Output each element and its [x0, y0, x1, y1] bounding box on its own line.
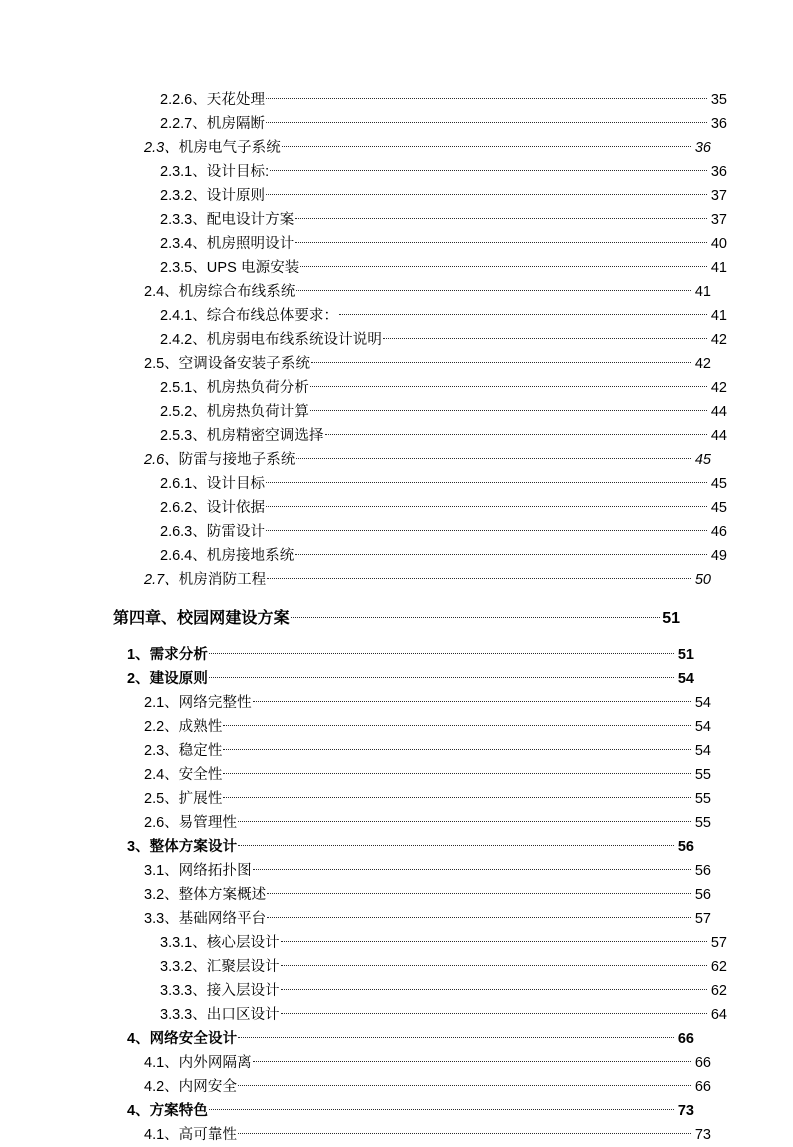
toc-page-number: 55: [694, 815, 711, 831]
toc-entry-label: [144, 691, 252, 715]
toc-entry[interactable]: [113, 787, 711, 811]
toc-entry-number: 2.2.7、: [160, 116, 207, 132]
toc-entry-title: 安全性: [178, 767, 223, 783]
toc-entry[interactable]: [113, 256, 727, 280]
toc-entry-title: 内外网隔离: [178, 1055, 252, 1071]
toc-entry-label: [160, 400, 309, 424]
toc-dot-leader: [310, 376, 707, 392]
toc-dot-leader: [270, 160, 707, 176]
toc-entry[interactable]: [113, 1075, 711, 1099]
toc-page-number: 49: [710, 548, 727, 564]
toc-entry-title: 稳定性: [178, 743, 223, 759]
toc-entry-label: [144, 1123, 237, 1147]
toc-entry-label: [160, 184, 265, 208]
toc-entry-number: 3.1、: [144, 863, 179, 879]
toc-page-number: 45: [710, 476, 727, 492]
toc-page-number: 41: [694, 284, 711, 300]
toc-entry-number: 3、: [127, 839, 150, 855]
toc-dot-leader: [267, 883, 691, 899]
toc-page-number: 54: [694, 719, 711, 735]
toc-entry-title: 设计目标: [206, 476, 266, 492]
toc-entry[interactable]: [113, 88, 727, 112]
toc-page-number: 64: [710, 1007, 727, 1023]
toc-entry-number: 2.6.3、: [160, 524, 207, 540]
toc-page-number: 50: [694, 572, 711, 588]
toc-entry-label: [144, 448, 295, 472]
toc-entry[interactable]: [113, 328, 727, 352]
toc-entry-number: 2.1、: [144, 695, 179, 711]
toc-page-number: 56: [694, 863, 711, 879]
toc-entry-title: 机房照明设计: [206, 236, 295, 252]
toc-entry[interactable]: [113, 1027, 694, 1051]
toc-entry-label: [160, 1003, 280, 1027]
toc-page-number: 51: [677, 647, 694, 663]
toc-entry[interactable]: [113, 448, 711, 472]
toc-entry-label: [144, 1075, 237, 1099]
toc-entry-title: 整体方案设计: [149, 839, 238, 855]
toc-entry-label: [127, 1027, 237, 1051]
toc-dot-leader: [295, 208, 707, 224]
toc-entry-label: [160, 376, 309, 400]
toc-entry[interactable]: [113, 691, 711, 715]
toc-page-number: 57: [694, 911, 711, 927]
toc-dot-leader: [383, 328, 707, 344]
toc-page-number: 56: [677, 839, 694, 855]
toc-entry-label: [160, 424, 324, 448]
toc-entry-title: 防雷设计: [206, 524, 266, 540]
toc-entry-label: [144, 1051, 252, 1075]
toc-entry[interactable]: [113, 835, 694, 859]
toc-entry-label: [113, 604, 290, 634]
toc-entry-title: 设计依据: [206, 500, 266, 516]
toc-entry-label: [144, 811, 237, 835]
toc-page-number: 57: [710, 935, 727, 951]
toc-entry-label: [144, 859, 252, 883]
toc-entry-title: 设计原则: [206, 188, 266, 204]
toc-entry-label: [144, 763, 222, 787]
toc-entry[interactable]: [113, 472, 727, 496]
toc-dot-leader: [281, 955, 707, 971]
toc-entry-title: 空调设备安装子系统: [178, 356, 311, 372]
toc-dot-leader: [296, 280, 691, 296]
toc-entry-number: 2.4、: [144, 767, 179, 783]
toc-page-number: 54: [677, 671, 694, 687]
toc-entry[interactable]: [113, 1051, 711, 1075]
toc-entry[interactable]: [113, 859, 711, 883]
toc-page-number: 62: [710, 959, 727, 975]
toc-entry-title: 网络安全设计: [149, 1031, 238, 1047]
toc-dot-leader: [295, 232, 707, 248]
toc-dot-leader: [238, 811, 691, 827]
toc-dot-leader: [267, 568, 691, 584]
toc-entry-title: 基础网络平台: [178, 911, 267, 927]
toc-page-number: 73: [677, 1103, 694, 1119]
toc-page-number: 41: [710, 260, 727, 276]
toc-entry-number: 4、: [127, 1103, 150, 1119]
toc-entry-title: 天花处理: [206, 92, 266, 108]
toc-dot-leader: [209, 643, 674, 659]
toc-dot-leader: [296, 448, 691, 464]
toc-dot-leader: [238, 1075, 691, 1091]
toc-entry-number: 第四章、: [113, 610, 178, 627]
toc-page-number: 62: [710, 983, 727, 999]
toc-entry-label: [144, 352, 310, 376]
toc-entry-number: 2.5、: [144, 791, 179, 807]
toc-entry[interactable]: [113, 184, 727, 208]
toc-entry-number: 3.3.3、: [160, 1007, 207, 1023]
toc-entry-number: 3.2、: [144, 887, 179, 903]
toc-entry[interactable]: [113, 955, 727, 979]
toc-entry-title: 扩展性: [178, 791, 223, 807]
toc-entry-label: [127, 1099, 208, 1123]
toc-entry[interactable]: [113, 568, 711, 592]
toc-entry-title: 整体方案概述: [178, 887, 267, 903]
toc-entry-label: [160, 520, 265, 544]
toc-entry-number: 3.3.3、: [160, 983, 207, 999]
toc-page-number: 42: [710, 380, 727, 396]
toc-page-number: 55: [694, 767, 711, 783]
toc-entry-number: 2.6、: [144, 452, 179, 468]
toc-entry-title: 机房热负荷分析: [206, 380, 309, 396]
toc-entry-label: [160, 208, 294, 232]
toc-page-number: 41: [710, 308, 727, 324]
toc-entry-number: 2、: [127, 671, 150, 687]
toc-entry-label: [144, 907, 266, 931]
toc-entry-number: 2.2、: [144, 719, 179, 735]
toc-page-number: 45: [710, 500, 727, 516]
toc-entry-number: 2.5.3、: [160, 428, 207, 444]
toc-entry[interactable]: [113, 907, 711, 931]
toc-dot-leader: [339, 304, 707, 320]
toc-entry-number: 2.3、: [144, 743, 179, 759]
toc-entry-number: 2.3.5、: [160, 260, 207, 276]
toc-dot-leader: [253, 1051, 691, 1067]
toc-entry-number: 3.3、: [144, 911, 179, 927]
toc-entry[interactable]: [113, 883, 711, 907]
toc-entry-title: 内网安全: [178, 1079, 238, 1095]
toc-entry-title: 需求分析: [149, 647, 208, 663]
toc-entry[interactable]: [113, 715, 711, 739]
toc-entry-label: [127, 643, 208, 667]
toc-entry-label: [144, 883, 266, 907]
toc-entry-number: 2.7、: [144, 572, 179, 588]
toc-dot-leader: [238, 1027, 674, 1043]
toc-entry[interactable]: [113, 604, 680, 634]
toc-page-number: 36: [710, 116, 727, 132]
toc-entry-label: [144, 715, 222, 739]
toc-entry-number: 2.2.6、: [160, 92, 207, 108]
toc-entry-label: [160, 256, 299, 280]
toc-entry-number: 4.1、: [144, 1055, 179, 1071]
toc-entry-title: 成熟性: [178, 719, 223, 735]
toc-entry-label: [160, 160, 269, 184]
toc-entry-title: 易管理性: [178, 815, 238, 831]
toc-entry-title: 配电设计方案: [206, 212, 295, 228]
toc-page-number: 54: [694, 695, 711, 711]
toc-entry[interactable]: [113, 496, 727, 520]
toc-dot-leader: [266, 112, 707, 128]
toc-page-number: 73: [694, 1127, 711, 1143]
toc-entry-number: 2.3.4、: [160, 236, 207, 252]
toc-dot-leader: [267, 907, 691, 923]
toc-page-number: 44: [710, 404, 727, 420]
toc-entry-title: 综合布线总体要求：: [206, 308, 339, 324]
toc-entry-label: [160, 931, 280, 955]
toc-entry-title: 出口区设计: [206, 1007, 280, 1023]
toc-dot-leader: [223, 739, 691, 755]
toc-entry[interactable]: [113, 1099, 694, 1123]
toc-entry-number: 2.3.1、: [160, 164, 207, 180]
toc-entry[interactable]: [113, 643, 694, 667]
toc-dot-leader: [282, 136, 691, 152]
toc-entry-label: [160, 88, 265, 112]
toc-entry-title: 核心层设计: [206, 935, 280, 951]
toc-entry[interactable]: [113, 763, 711, 787]
toc-entry-number: 4.2、: [144, 1079, 179, 1095]
toc-entry[interactable]: [113, 208, 727, 232]
toc-entry[interactable]: [113, 667, 694, 691]
toc-entry-label: [160, 472, 265, 496]
toc-entry[interactable]: [113, 304, 727, 328]
toc-entry-title: 机房接地系统: [206, 548, 295, 564]
toc-entry-label: [160, 544, 294, 568]
toc-entry-label: [127, 667, 208, 691]
toc-page-number: 40: [710, 236, 727, 252]
toc-entry[interactable]: [113, 1003, 727, 1027]
toc-dot-leader: [266, 520, 707, 536]
toc-entry-number: 2.5.1、: [160, 380, 207, 396]
toc-dot-leader: [310, 400, 707, 416]
toc-entry[interactable]: [113, 136, 711, 160]
toc-page-number: 66: [677, 1031, 694, 1047]
toc-entry-title: 机房电气子系统: [178, 140, 281, 156]
toc-dot-leader: [253, 859, 691, 875]
toc-entry-number: 1、: [127, 647, 150, 663]
toc-page-number: 37: [710, 188, 727, 204]
toc-entry[interactable]: [113, 376, 727, 400]
toc-entry-number: 2.6.4、: [160, 548, 207, 564]
toc-entry-number: 2.6、: [144, 815, 179, 831]
toc-entry[interactable]: [113, 112, 727, 136]
toc-entry-label: [160, 232, 294, 256]
toc-dot-leader: [223, 715, 691, 731]
toc-entry-title: 接入层设计: [206, 983, 280, 999]
toc-entry-title: 设计目标:: [206, 164, 270, 180]
toc-page-number: 54: [694, 743, 711, 759]
toc-dot-leader: [223, 763, 691, 779]
toc-page-number: 36: [694, 140, 711, 156]
toc-entry-label: [160, 304, 338, 328]
toc-entry-label: [160, 955, 280, 979]
toc-page-number: 46: [710, 524, 727, 540]
toc-dot-leader: [281, 979, 707, 995]
toc-page-number: 66: [694, 1079, 711, 1095]
toc-page-number: 36: [710, 164, 727, 180]
toc-entry-number: 2.6.1、: [160, 476, 207, 492]
toc-dot-leader: [266, 184, 707, 200]
toc-entry[interactable]: [113, 739, 711, 763]
toc-page-number: 66: [694, 1055, 711, 1071]
toc-entry-label: [160, 112, 265, 136]
toc-entry-number: 2.5.2、: [160, 404, 207, 420]
toc-page-number: 55: [694, 791, 711, 807]
toc-entry-title: UPS 电源安装: [206, 260, 300, 276]
toc-dot-leader: [281, 931, 707, 947]
toc-page-number: 42: [694, 356, 711, 372]
toc-dot-leader: [300, 256, 707, 272]
toc-entry[interactable]: [113, 232, 727, 256]
toc-entry[interactable]: [113, 424, 727, 448]
toc-entry-title: 机房热负荷计算: [206, 404, 309, 420]
toc-entry-title: 高可靠性: [178, 1127, 238, 1143]
toc-entry-title: 防雷与接地子系统: [178, 452, 296, 468]
toc-entry-label: [144, 787, 222, 811]
toc-entry-number: 2.3、: [144, 140, 179, 156]
toc-dot-leader: [266, 88, 707, 104]
toc-entry-title: 建设原则: [149, 671, 208, 687]
toc-entry[interactable]: [113, 979, 727, 1003]
toc-entry[interactable]: [113, 1123, 711, 1147]
toc-page-number: 51: [662, 610, 680, 627]
toc-entry-title: 机房消防工程: [178, 572, 267, 588]
toc-entry-label: [144, 136, 281, 160]
toc-entry[interactable]: [113, 160, 727, 184]
toc-entry-number: 2.6.2、: [160, 500, 207, 516]
toc-entry-number: 3.3.1、: [160, 935, 207, 951]
toc-page-number: 37: [710, 212, 727, 228]
toc-dot-leader: [209, 1099, 674, 1115]
toc-entry-title: 机房弱电布线系统设计说明: [206, 332, 382, 348]
toc-dot-leader: [253, 691, 691, 707]
toc-dot-leader: [281, 1003, 707, 1019]
toc-entry[interactable]: [113, 544, 727, 568]
toc-entry-label: [144, 739, 222, 763]
toc-entry[interactable]: [113, 352, 711, 376]
toc-entry[interactable]: [113, 931, 727, 955]
toc-entry-title: 方案特色: [149, 1103, 208, 1119]
toc-entry-title: 机房综合布线系统: [178, 284, 296, 300]
toc-dot-leader: [266, 472, 707, 488]
toc-entry-number: 2.3.2、: [160, 188, 207, 204]
toc-dot-leader: [238, 835, 674, 851]
toc-entry-number: 2.3.3、: [160, 212, 207, 228]
toc-dot-leader: [291, 607, 660, 623]
toc-dot-leader: [209, 667, 674, 683]
toc-entry[interactable]: [113, 811, 711, 835]
toc-entry-number: 4、: [127, 1031, 150, 1047]
toc-entry-number: 4.1、: [144, 1127, 179, 1143]
toc-entry-title: 机房精密空调选择: [206, 428, 324, 444]
toc-entry-title: 网络完整性: [178, 695, 252, 711]
toc-dot-leader: [295, 544, 707, 560]
toc-entry-number: 2.4.2、: [160, 332, 207, 348]
toc-entry-title: 机房隔断: [206, 116, 266, 132]
toc-entry-label: [144, 568, 266, 592]
toc-entry-label: [144, 280, 295, 304]
toc-entry-label: [160, 979, 280, 1003]
toc-entry-number: 2.4、: [144, 284, 179, 300]
toc-entry-title: 校园网建设方案: [177, 610, 290, 627]
toc-page-number: 44: [710, 428, 727, 444]
toc-page-number: 45: [694, 452, 711, 468]
toc-page-number: 35: [710, 92, 727, 108]
toc-entry-title: 网络拓扑图: [178, 863, 252, 879]
toc-entry[interactable]: [113, 280, 711, 304]
toc-entry-title: 汇聚层设计: [206, 959, 280, 975]
toc-entry-number: 3.3.2、: [160, 959, 207, 975]
toc-dot-leader: [266, 496, 707, 512]
toc-dot-leader: [238, 1123, 691, 1139]
toc-dot-leader: [223, 787, 691, 803]
toc-dot-leader: [325, 424, 707, 440]
toc-entry[interactable]: [113, 520, 727, 544]
toc-page-number: 42: [710, 332, 727, 348]
toc-entry-label: [160, 496, 265, 520]
toc-entry-number: 2.4.1、: [160, 308, 207, 324]
toc-dot-leader: [311, 352, 691, 368]
table-of-contents: [113, 88, 727, 1147]
toc-entry-label: [127, 835, 237, 859]
toc-page-number: 56: [694, 887, 711, 903]
toc-entry-label: [160, 328, 382, 352]
toc-entry-number: 2.5、: [144, 356, 179, 372]
toc-entry[interactable]: [113, 400, 727, 424]
